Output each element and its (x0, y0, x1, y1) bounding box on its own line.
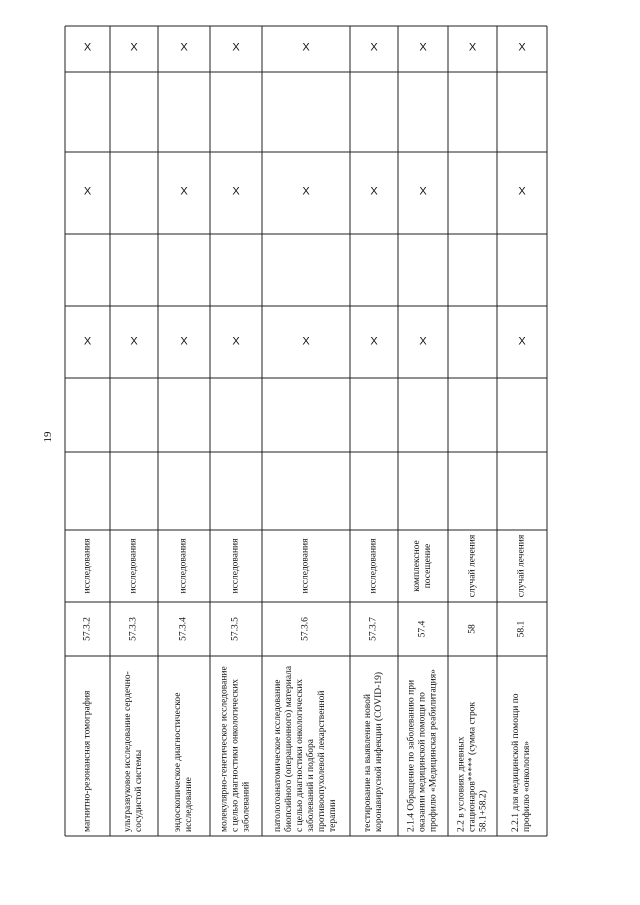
row-2-unit-cell (110, 530, 158, 602)
row-4-name-cell (210, 656, 262, 836)
row-9-name: 2.2.1 для медицинской помощи по профилю «онкология» (511, 693, 532, 832)
row-5-name: патологоанатомическое исследование биопсийного (операционного) материала с целью диагностики онкологических заболеваний и подбора противоопухолевой лекарственной терапии (273, 665, 338, 832)
row-9-code-cell (497, 602, 547, 656)
row-6-mark-1: X (370, 335, 378, 348)
row-8-mark-1: X (468, 41, 477, 54)
row-2-mark-2: X (130, 41, 138, 54)
row-1-unit-cell (65, 530, 110, 602)
row-1-code: 57.3.2 (82, 617, 92, 641)
row-1-mark-1: X (83, 335, 92, 348)
row-8-code-cell (448, 602, 497, 656)
row-1-name: магнитно-резонансная томография (82, 690, 92, 832)
row-6-name-cell (350, 656, 398, 836)
row-7-mark-3: X (419, 41, 427, 54)
row-7-name-cell (398, 656, 448, 836)
page-number: 19 (42, 431, 54, 443)
row-2-code-cell (110, 602, 158, 656)
row-4-mark-2: X (232, 185, 240, 198)
row-6-mark-2: X (370, 185, 378, 198)
row-2-code: 57.3.3 (128, 617, 139, 641)
row-1-name-cell (65, 656, 110, 836)
row-9-code: 58.1 (516, 620, 527, 638)
row-4-mark-3: X (232, 41, 240, 54)
row-1-mark-2: X (83, 185, 92, 198)
row-1-mark-3: X (83, 41, 92, 54)
row-9-name-cell (497, 656, 547, 836)
row-6-code-cell (350, 602, 398, 656)
row-1-unit: исследования (82, 538, 92, 594)
row-1-code-cell (65, 602, 110, 656)
row-5-code: 57.3.6 (300, 617, 311, 641)
row-5-code-cell (262, 602, 350, 656)
row-3-name-cell (158, 656, 210, 836)
row-8-unit: случай лечения (467, 534, 477, 598)
row-4-code-cell (210, 602, 262, 656)
row-3-name: эндоскопическое диагностическое исследование (173, 692, 194, 832)
row-8-name-cell (448, 656, 497, 836)
row-4-unit-cell (210, 530, 262, 602)
row-4-name: молекулярно-генетическое исследование с целью диагностики онкологических заболеваний (219, 666, 252, 832)
row-8-name: 2.2 в условиях дневных стационаров***** (сумма строк 58.1+58.2) (456, 701, 488, 832)
row-6-unit: исследования (368, 538, 379, 594)
row-6-code: 57.3.7 (368, 617, 379, 641)
row-9-mark-3: X (518, 41, 526, 54)
row-7-mark-2: X (419, 185, 427, 198)
row-5-unit: исследования (300, 538, 311, 594)
row-2-unit: исследования (128, 538, 139, 594)
row-8-unit-cell (448, 530, 497, 602)
row-8-code: 58 (467, 624, 477, 634)
row-6-mark-3: X (370, 41, 378, 54)
row-7-unit-cell (398, 530, 448, 602)
row-5-name-cell (262, 656, 350, 836)
row-9-unit-cell (497, 530, 547, 602)
row-9-mark-1: X (518, 335, 526, 348)
row-3-mark-1: X (180, 335, 188, 348)
row-9-unit: случай лечения (516, 534, 527, 598)
row-6-name: тестирование на выявление новой коронавирусной инфекции (COVID-19) (363, 672, 384, 832)
row-3-code-cell (158, 602, 210, 656)
row-7-unit: комплексное посещение (412, 540, 433, 592)
row-7-code: 57.4 (417, 620, 428, 638)
row-2-name: ультразвуковое исследование сердечно-сосудистой системы (123, 671, 144, 832)
row-3-unit: исследования (178, 538, 189, 594)
row-7-name: 2.1.4 Обращение по заболеванию при оказании медицинской помощи по профилю «Медицинская реабилитация» (406, 669, 439, 832)
row-5-mark-2: X (302, 185, 310, 198)
row-5-unit-cell (262, 530, 350, 602)
row-3-mark-3: X (180, 41, 188, 54)
row-7-mark-1: X (419, 335, 427, 348)
row-5-mark-3: X (302, 41, 310, 54)
row-4-code: 57.3.5 (230, 617, 241, 641)
row-4-mark-1: X (232, 335, 240, 348)
row-7-code-cell (398, 602, 448, 656)
row-2-mark-1: X (130, 335, 138, 348)
row-3-mark-2: X (180, 185, 188, 198)
row-9-mark-2: X (518, 185, 526, 198)
row-4-unit: исследования (230, 538, 241, 594)
row-2-name-cell (110, 656, 158, 836)
row-3-unit-cell (158, 530, 210, 602)
row-3-code: 57.3.4 (178, 617, 189, 641)
row-6-unit-cell (350, 530, 398, 602)
row-5-mark-1: X (302, 335, 310, 348)
